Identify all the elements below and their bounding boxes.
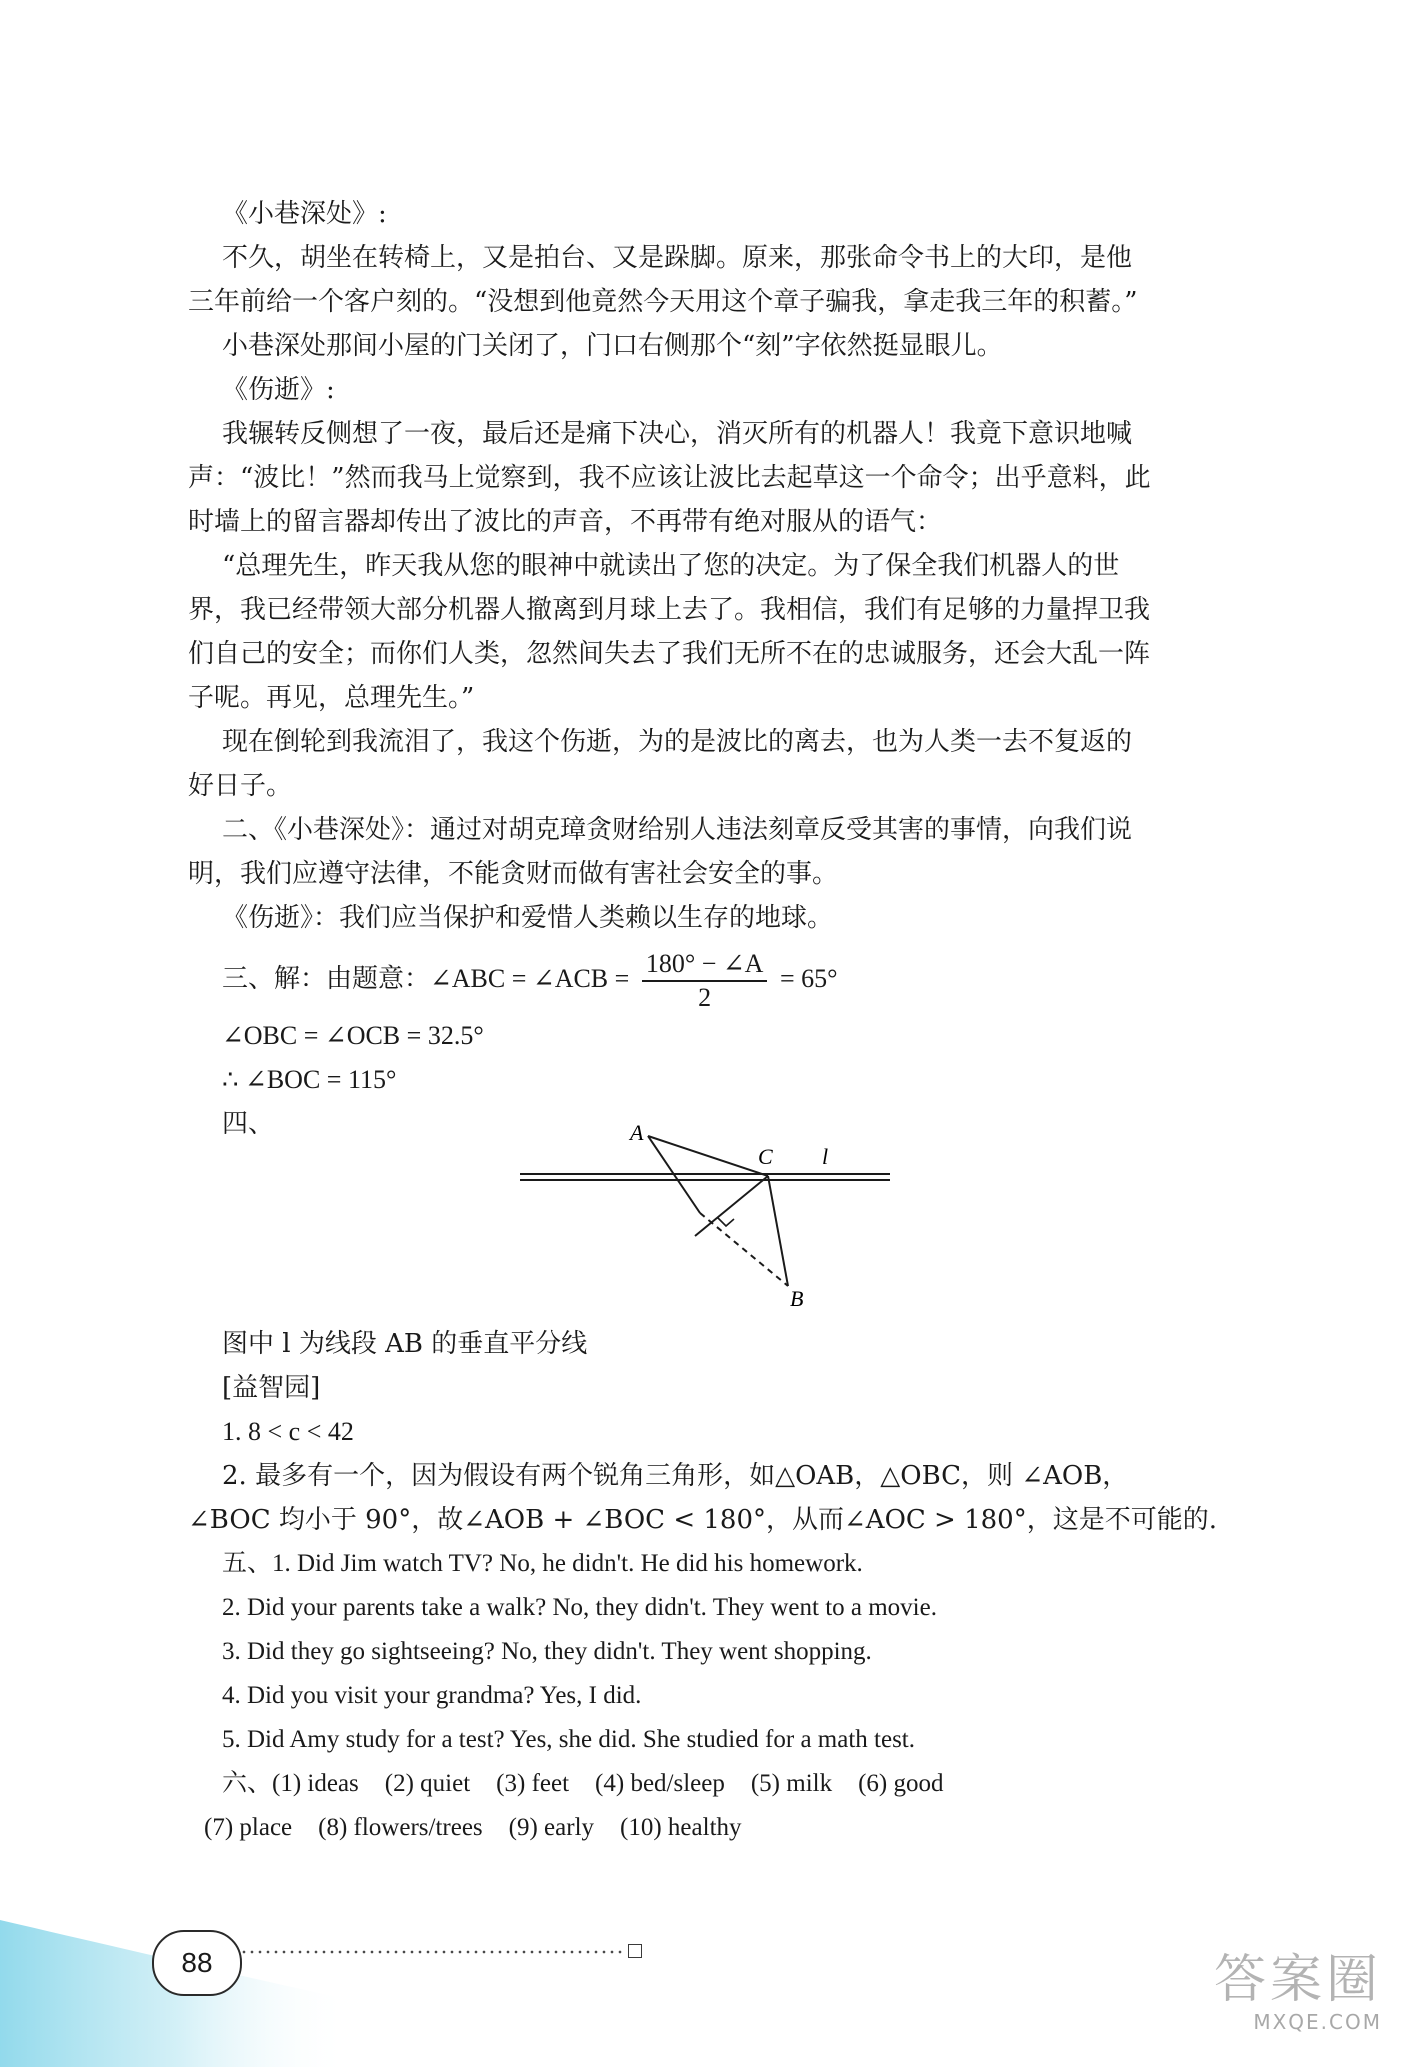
text-line: “总理先生，昨天我从您的眼神中就读出了您的决定。为了保全我们机器人的世 — [222, 551, 1120, 581]
text-line: 3. Did they go sightseeing? No, they didn't. They went shopping. — [222, 1638, 872, 1665]
text-line: 《伤逝》: — [222, 375, 335, 405]
text-line: 声：“波比！”然而我马上觉察到，我不应该让波比去起草这一个命令；出乎意料，此 — [188, 463, 1151, 493]
text-line: 《伤逝》：我们应当保护和爱惜人类赖以生存的地球。 — [222, 903, 834, 933]
answer-line — [204, 1806, 1274, 1850]
text-line: 1. 8 < c < 42 — [222, 1417, 354, 1446]
fraction-numerator: 180° − ∠A — [642, 948, 768, 982]
equation-prefix: 三、解：由题意：∠ABC = ∠ACB = — [222, 963, 630, 993]
text-line: 4. Did you visit your grandma? Yes, I did. — [222, 1682, 642, 1709]
answer-item: (10) healthy — [620, 1814, 742, 1841]
text-line: 2. Did your parents take a walk? No, they didn't. They went to a movie. — [222, 1594, 937, 1621]
equation-line: ∠OBC = ∠OCB = 32.5° — [222, 1021, 484, 1050]
fraction-denominator: 2 — [698, 983, 712, 1012]
segment-ab-dashed — [700, 1213, 788, 1286]
answer-item: (2) quiet — [384, 1770, 471, 1797]
answer-item: (7) place — [204, 1814, 293, 1841]
watermark-logo — [1082, 1950, 1382, 2060]
page-number: 88 — [152, 1930, 242, 1996]
equation-line — [222, 948, 1274, 1014]
text-line: [益智园] — [222, 1373, 321, 1403]
label-b: B — [790, 1286, 804, 1311]
answer-item: (4) bed/sleep — [595, 1770, 725, 1797]
text-line: 好日子。 — [188, 771, 293, 801]
square-bullet — [628, 1944, 642, 1958]
fraction — [642, 948, 768, 1014]
geometry-figure — [520, 1108, 920, 1318]
watermark-text: 答案圈 — [1213, 1950, 1382, 2010]
text-line: ∠BOC 均小于 90°，故∠AOB + ∠BOC < 180°，从而∠AOC > 180°，这是不可能的. — [188, 1505, 1217, 1535]
text-line: 二、《小巷深处》：通过对胡克璋贪财给别人违法刻章反受其害的事情，向我们说 — [222, 815, 1133, 845]
text-line: 不久，胡坐在转椅上，又是拍台、又是跺脚。原来，那张命令书上的大印，是他 — [222, 243, 1133, 273]
text-line: 明，我们应遵守法律，不能贪财而做有害社会安全的事。 — [188, 859, 839, 889]
dotted-rule — [240, 1950, 626, 1954]
text-line: 界，我已经带领大部分机器人撤离到月球上去了。我相信，我们有足够的力量捍卫我 — [188, 595, 1151, 625]
text-line: 小巷深处那间小屋的门关闭了，门口右侧那个“刻”字依然挺显眼儿。 — [222, 331, 1003, 361]
segment-cb — [768, 1176, 788, 1286]
perpendicular-line — [695, 1176, 768, 1236]
label-a: A — [630, 1120, 644, 1145]
label-l: l — [822, 1144, 829, 1169]
equation-line: ∴ ∠BOC = 115° — [222, 1065, 397, 1094]
answer-line — [222, 1762, 1274, 1806]
answer-item: (3) feet — [496, 1770, 570, 1797]
text-line: 时墙上的留言器却传出了波比的声音，不再带有绝对服从的语气： — [188, 507, 943, 537]
answer-item: 六、(1) ideas — [222, 1770, 359, 1797]
text-line: 们自己的安全；而你们人类，忽然间失去了我们无所不在的忠诚服务，还会大乱一阵 — [188, 639, 1151, 669]
answer-item: (8) flowers/trees — [318, 1814, 483, 1841]
text-line: 子呢。再见，总理先生。” — [188, 683, 475, 713]
text-line: 《小巷深处》: — [222, 199, 387, 229]
text-line: 三年前给一个客户刻的。“没想到他竟然今天用这个章子骗我，拿走我三年的积蓄。” — [188, 287, 1138, 317]
segment-ac — [648, 1136, 768, 1176]
page-content — [188, 192, 1274, 1850]
text-line: 四、 — [222, 1109, 275, 1139]
text-line: 我辗转反侧想了一夜，最后还是痛下决心，消灭所有的机器人！我竟下意识地喊 — [222, 419, 1133, 449]
text-line: 2. 最多有一个，因为假设有两个锐角三角形，如△OAB，△OBC，则 ∠AOB， — [222, 1461, 1129, 1491]
answer-item: (5) milk — [750, 1770, 833, 1797]
text-line: 五、1. Did Jim watch TV? No, he didn't. He did his homework. — [222, 1550, 863, 1577]
answer-item: (6) good — [858, 1770, 944, 1797]
equation-suffix: = 65° — [779, 963, 838, 993]
text-line: 5. Did Amy study for a test? Yes, she did. She studied for a math test. — [222, 1726, 915, 1753]
answer-item: (9) early — [508, 1814, 595, 1841]
watermark-url: MXQE.COM — [1253, 2010, 1382, 2034]
text-line: 图中 l 为线段 AB 的垂直平分线 — [222, 1329, 588, 1359]
right-angle-mark — [718, 1218, 734, 1226]
text-line: 现在倒轮到我流泪了，我这个伤逝，为的是波比的离去，也为人类一去不复返的 — [222, 727, 1133, 757]
label-c: C — [758, 1144, 773, 1169]
